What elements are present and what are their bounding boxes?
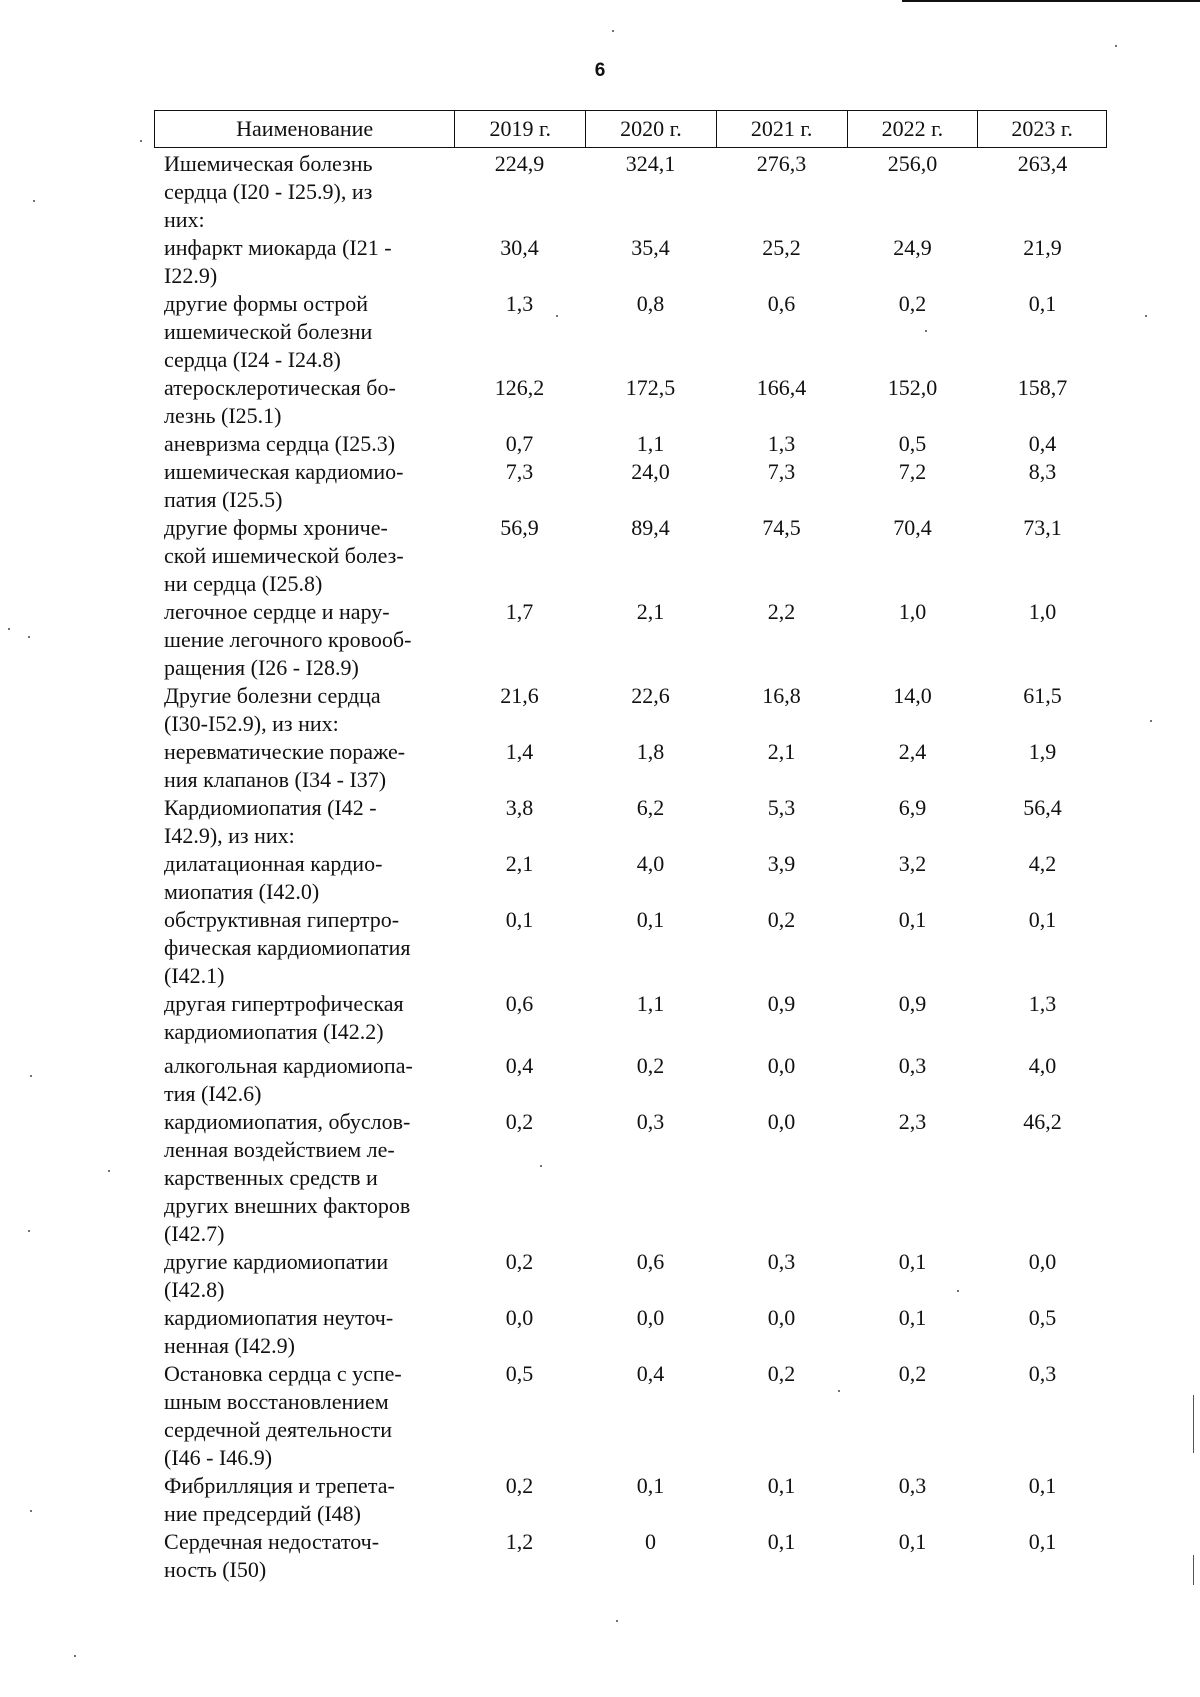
- row-value-2020: 172,5: [625, 375, 676, 400]
- row-value-2020: 1,1: [636, 431, 665, 456]
- row-value-2019: 0,2: [505, 1249, 534, 1274]
- row-value-2022: 152,0: [887, 375, 938, 400]
- scan-speck: [540, 1165, 542, 1167]
- row-value-2023: 0,4: [1028, 431, 1057, 456]
- row-value-2023: 0,3: [1028, 1361, 1057, 1386]
- row-value-2019: 0,5: [505, 1361, 534, 1386]
- row-name: другие формы хрониче- ской ишемической болез- ни сердца (I25.8): [164, 515, 404, 596]
- row-value-2022: 14,0: [893, 683, 932, 708]
- table-row: [154, 598, 1107, 682]
- row-value-2019: 1,2: [505, 1529, 534, 1554]
- row-value-2023: 0,1: [1028, 291, 1057, 316]
- row-value-2022: 0,3: [898, 1053, 927, 1078]
- row-value-2021: 0,1: [767, 1529, 796, 1554]
- row-value-2020: 0,1: [636, 907, 665, 932]
- table-row: [154, 850, 1107, 906]
- row-value-2019: 56,9: [500, 515, 539, 540]
- row-value-2022: 0,2: [898, 291, 927, 316]
- row-value-2019: 0,2: [505, 1109, 534, 1134]
- table-row: [154, 150, 1107, 234]
- row-value-2023: 0,5: [1028, 1305, 1057, 1330]
- row-value-2021: 2,1: [767, 739, 796, 764]
- page-number: 6: [594, 60, 606, 81]
- row-name: другие кардиомиопатии (I42.8): [164, 1249, 389, 1302]
- row-value-2019: 21,6: [500, 683, 539, 708]
- row-value-2019: 1,7: [505, 599, 534, 624]
- row-value-2021: 0,3: [767, 1249, 796, 1274]
- row-value-2022: 24,9: [893, 235, 932, 260]
- row-value-2021: 0,2: [767, 1361, 796, 1386]
- row-value-2019: 0,4: [505, 1053, 534, 1078]
- table-row: [154, 234, 1107, 290]
- header-2019: 2019 г.: [454, 111, 585, 147]
- row-value-2019: 0,6: [505, 991, 534, 1016]
- row-name: Фибрилляция и трепета- ние предсердий (I48): [164, 1473, 395, 1526]
- scan-speck: [33, 200, 35, 202]
- row-value-2019: 0,2: [505, 1473, 534, 1498]
- scan-speck: [616, 1620, 618, 1622]
- scan-speck: [556, 315, 558, 317]
- row-value-2021: 74,5: [762, 515, 801, 540]
- row-value-2022: 256,0: [887, 151, 938, 176]
- row-value-2023: 0,1: [1028, 1529, 1057, 1554]
- row-value-2020: 0,8: [636, 291, 665, 316]
- table-body: [154, 150, 1107, 1584]
- row-value-2019: 0,0: [505, 1305, 534, 1330]
- row-value-2019: 0,7: [505, 431, 534, 456]
- table-row: [154, 1108, 1107, 1248]
- row-value-2022: 7,2: [898, 459, 927, 484]
- row-name: кардиомиопатия, обуслов- ленная воздействием ле- карственных средств и других внешних факторов (I42.7): [164, 1109, 411, 1246]
- row-value-2020: 35,4: [631, 235, 670, 260]
- row-name: Остановка сердца с успе- шным восстановлением сердечной деятельности (I46 - I46.9): [164, 1361, 402, 1470]
- table-row: [154, 458, 1107, 514]
- scan-speck: [28, 1230, 30, 1232]
- row-value-2020: 0,2: [636, 1053, 665, 1078]
- row-value-2019: 1,4: [505, 739, 534, 764]
- scan-speck: [30, 1510, 32, 1512]
- row-value-2023: 0,0: [1028, 1249, 1057, 1274]
- row-name: обструктивная гипертро- фическая кардиомиопатия (I42.1): [164, 907, 411, 988]
- row-value-2022: 6,9: [898, 795, 927, 820]
- table-row: [154, 1248, 1107, 1304]
- row-value-2021: 5,3: [767, 795, 796, 820]
- row-value-2021: 0,2: [767, 907, 796, 932]
- row-value-2021: 16,8: [762, 683, 801, 708]
- row-value-2023: 1,0: [1028, 599, 1057, 624]
- table-row: [154, 794, 1107, 850]
- row-name: легочное сердце и нару- шение легочного кровооб- ращения (I26 - I28.9): [164, 599, 412, 680]
- row-value-2019: 2,1: [505, 851, 534, 876]
- row-value-2022: 1,0: [898, 599, 927, 624]
- row-name: инфаркт миокарда (I21 - I22.9): [164, 235, 392, 288]
- row-value-2020: 0,6: [636, 1249, 665, 1274]
- row-value-2022: 3,2: [898, 851, 927, 876]
- row-value-2021: 25,2: [762, 235, 801, 260]
- row-value-2020: 89,4: [631, 515, 670, 540]
- row-value-2019: 7,3: [505, 459, 534, 484]
- scan-speck: [108, 1170, 110, 1172]
- row-value-2021: 276,3: [756, 151, 807, 176]
- header-2020: 2020 г.: [585, 111, 716, 147]
- row-value-2020: 0,4: [636, 1361, 665, 1386]
- row-value-2020: 0,0: [636, 1305, 665, 1330]
- table-header: [154, 110, 1107, 148]
- row-value-2021: 7,3: [767, 459, 796, 484]
- row-value-2021: 3,9: [767, 851, 796, 876]
- table-row: [154, 1360, 1107, 1472]
- row-value-2022: 0,1: [898, 1305, 927, 1330]
- row-value-2020: 1,8: [636, 739, 665, 764]
- row-value-2022: 0,5: [898, 431, 927, 456]
- table-row: [154, 1528, 1107, 1584]
- scan-speck: [612, 30, 614, 32]
- row-value-2020: 2,1: [636, 599, 665, 624]
- row-value-2023: 8,3: [1028, 459, 1057, 484]
- row-value-2019: 30,4: [500, 235, 539, 260]
- row-value-2020: 0,1: [636, 1473, 665, 1498]
- row-value-2020: 4,0: [636, 851, 665, 876]
- row-name: неревматические пораже- ния клапанов (I34 - I37): [164, 739, 406, 792]
- row-name: Сердечная недостаточ- ность (I50): [164, 1529, 380, 1582]
- table-row: [154, 1472, 1107, 1528]
- table-row: [154, 514, 1107, 598]
- row-name: дилатационная кардио- миопатия (I42.0): [164, 851, 383, 904]
- row-value-2019: 126,2: [494, 375, 545, 400]
- row-name: кардиомиопатия неуточ- ненная (I42.9): [164, 1305, 394, 1358]
- row-value-2021: 0,6: [767, 291, 796, 316]
- row-value-2020: 1,1: [636, 991, 665, 1016]
- scan-speck: [140, 140, 142, 142]
- table-row: [154, 1304, 1107, 1360]
- row-value-2023: 0,1: [1028, 1473, 1057, 1498]
- scan-speck: [1150, 720, 1152, 722]
- row-value-2022: 2,4: [898, 739, 927, 764]
- row-value-2020: 324,1: [625, 151, 676, 176]
- header-2023: 2023 г.: [977, 111, 1106, 147]
- row-value-2021: 0,0: [767, 1109, 796, 1134]
- row-value-2023: 1,3: [1028, 991, 1057, 1016]
- row-value-2022: 2,3: [898, 1109, 927, 1134]
- row-value-2020: 22,6: [631, 683, 670, 708]
- row-value-2021: 0,9: [767, 991, 796, 1016]
- row-value-2023: 21,9: [1023, 235, 1062, 260]
- row-name: Ишемическая болезнь сердца (I20 - I25.9), из них:: [164, 151, 373, 232]
- row-value-2022: 0,9: [898, 991, 927, 1016]
- row-name: алкогольная кардиомиопа- тия (I42.6): [164, 1053, 413, 1106]
- row-name: другая гипертрофическая кардиомиопатия (I42.2): [164, 991, 404, 1044]
- header-2021: 2021 г.: [716, 111, 847, 147]
- row-value-2019: 224,9: [494, 151, 545, 176]
- top-edge-rule: [902, 0, 1200, 2]
- scan-speck: [74, 1655, 76, 1657]
- row-value-2023: 4,0: [1028, 1053, 1057, 1078]
- row-value-2022: 0,1: [898, 1249, 927, 1274]
- row-value-2022: 0,3: [898, 1473, 927, 1498]
- table-row: [154, 374, 1107, 430]
- row-value-2021: 1,3: [767, 431, 796, 456]
- table-row: [154, 1052, 1107, 1108]
- row-value-2021: 0,1: [767, 1473, 796, 1498]
- row-value-2023: 56,4: [1023, 795, 1062, 820]
- row-name: аневризма сердца (I25.3): [164, 431, 396, 456]
- row-value-2020: 24,0: [631, 459, 670, 484]
- row-value-2022: 0,1: [898, 907, 927, 932]
- row-value-2021: 0,0: [767, 1305, 796, 1330]
- table-row: [154, 290, 1107, 374]
- row-value-2020: 0: [645, 1529, 656, 1554]
- row-value-2023: 46,2: [1023, 1109, 1062, 1134]
- row-value-2023: 158,7: [1017, 375, 1068, 400]
- scan-speck: [8, 628, 10, 630]
- row-name: ишемическая кардиомио- патия (I25.5): [164, 459, 404, 512]
- table-row: [154, 990, 1107, 1046]
- row-value-2019: 1,3: [505, 291, 534, 316]
- header-2022: 2022 г.: [847, 111, 978, 147]
- scan-speck: [838, 1390, 840, 1392]
- row-value-2022: 0,2: [898, 1361, 927, 1386]
- row-name: Другие болезни сердца (I30-I52.9), из них:: [164, 683, 381, 736]
- table-row: [154, 682, 1107, 738]
- header-name: Наименование: [236, 116, 374, 141]
- scan-speck: [957, 1290, 959, 1292]
- row-value-2023: 73,1: [1023, 515, 1062, 540]
- row-value-2021: 0,0: [767, 1053, 796, 1078]
- row-value-2020: 0,3: [636, 1109, 665, 1134]
- row-value-2023: 0,1: [1028, 907, 1057, 932]
- row-value-2022: 70,4: [893, 515, 932, 540]
- row-value-2023: 4,2: [1028, 851, 1057, 876]
- row-name: атеросклеротическая бо- лезнь (I25.1): [164, 375, 396, 428]
- scan-edge-mark: [1193, 1555, 1194, 1585]
- row-value-2022: 0,1: [898, 1529, 927, 1554]
- row-value-2023: 61,5: [1023, 683, 1062, 708]
- row-value-2021: 166,4: [756, 375, 807, 400]
- table-row: [154, 738, 1107, 794]
- scan-speck: [1115, 45, 1117, 47]
- table-row: [154, 430, 1107, 458]
- scan-speck: [28, 636, 30, 638]
- row-value-2019: 0,1: [505, 907, 534, 932]
- row-value-2021: 2,2: [767, 599, 796, 624]
- scan-speck: [1145, 315, 1147, 317]
- row-value-2019: 3,8: [505, 795, 534, 820]
- scan-speck: [925, 330, 927, 332]
- row-name: другие формы острой ишемической болезни сердца (I24 - I24.8): [164, 291, 373, 372]
- table-row: [154, 906, 1107, 990]
- scan-speck: [30, 1075, 32, 1077]
- row-value-2023: 1,9: [1028, 739, 1057, 764]
- row-name: Кардиомиопатия (I42 - I42.9), из них:: [164, 795, 377, 848]
- row-value-2023: 263,4: [1017, 151, 1068, 176]
- scan-edge-mark: [1193, 1395, 1194, 1453]
- row-value-2020: 6,2: [636, 795, 665, 820]
